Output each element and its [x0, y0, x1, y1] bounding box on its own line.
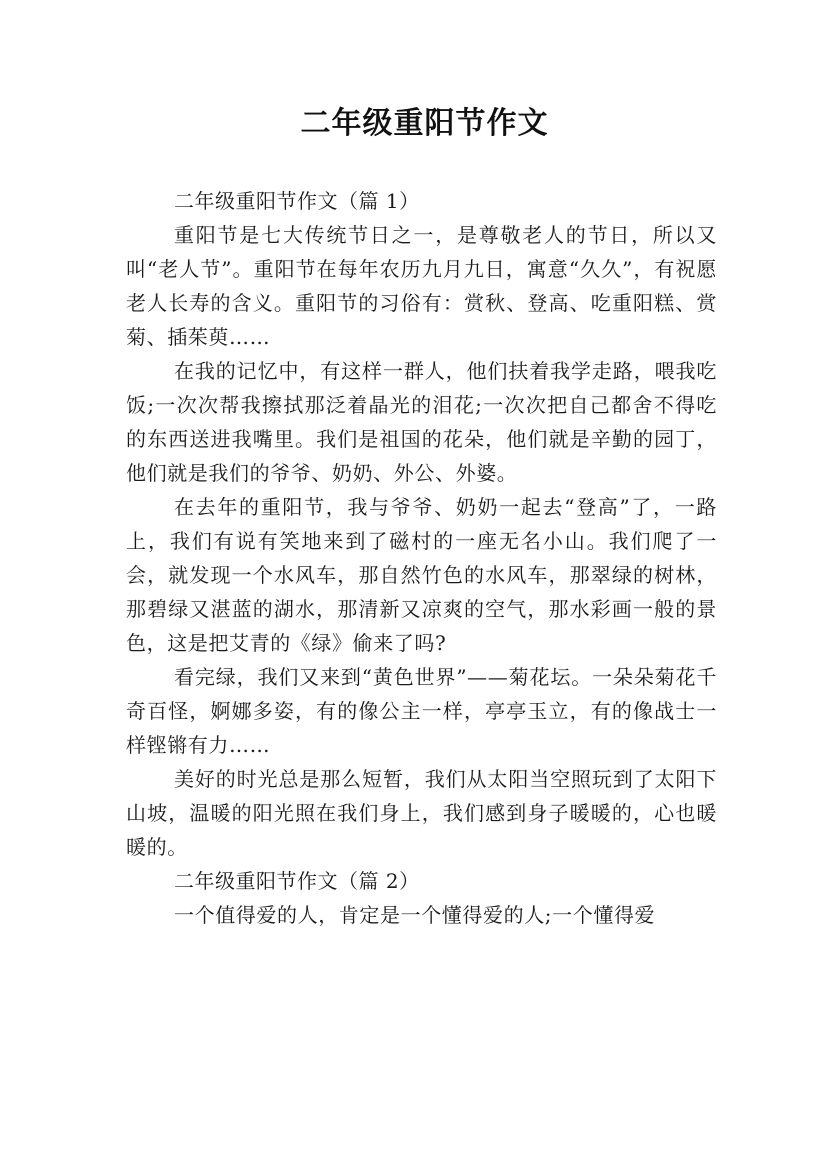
document-title: 二年级重阳节作文	[300, 106, 549, 141]
paragraph: 在去年的重阳节，我与爷爷、奶奶一起去“登高”了，一路上，我们有说有笑地来到了磁村的一座无名小山。我们爬了一会，就发现一个水风车，那自然竹色的水风车，那翠绿的树林，那碧绿又湛蓝的湖水，那清新又凉爽的空气，那水彩画一般的景色，这是把艾青的《绿》偷来了吗?	[126, 495, 717, 655]
paragraph: 在我的记忆中，有这样一群人，他们扶着我学走路，喂我吃饭;一次次帮我擦拭那泛着晶光的泪花;一次次把自己都舍不得吃的东西送进我嘴里。我们是祖国的花朵，他们就是辛勤的园丁，他们就是我们的爷爷、奶奶、外公、外婆。	[126, 359, 717, 485]
paragraph: 重阳节是七大传统节日之一，是尊敬老人的节日，所以又叫“老人节”。重阳节在每年农历九月九日，寓意“久久”，有祝愿老人长寿的含义。重阳节的习俗有：赏秋、登高、吃重阳糕、赏菊、插茱萸……	[126, 223, 717, 349]
document-body	[126, 184, 717, 932]
paragraph: 看完绿，我们又来到“黄色世界”——菊花坛。一朵朵菊花千奇百怪，婀娜多姿，有的像公主一样，亭亭玉立，有的像战士一样铿锵有力……	[126, 665, 717, 757]
paragraph: 一个值得爱的人，肯定是一个懂得爱的人;一个懂得爱	[174, 903, 656, 927]
section-heading-1: 二年级重阳节作文（篇 1）	[174, 189, 420, 213]
paragraph: 美好的时光总是那么短暂，我们从太阳当空照玩到了太阳下山坡，温暖的阳光照在我们身上，我们感到身子暖暖的，心也暖暖的。	[126, 767, 717, 859]
section-heading-2: 二年级重阳节作文（篇 2）	[174, 869, 420, 893]
